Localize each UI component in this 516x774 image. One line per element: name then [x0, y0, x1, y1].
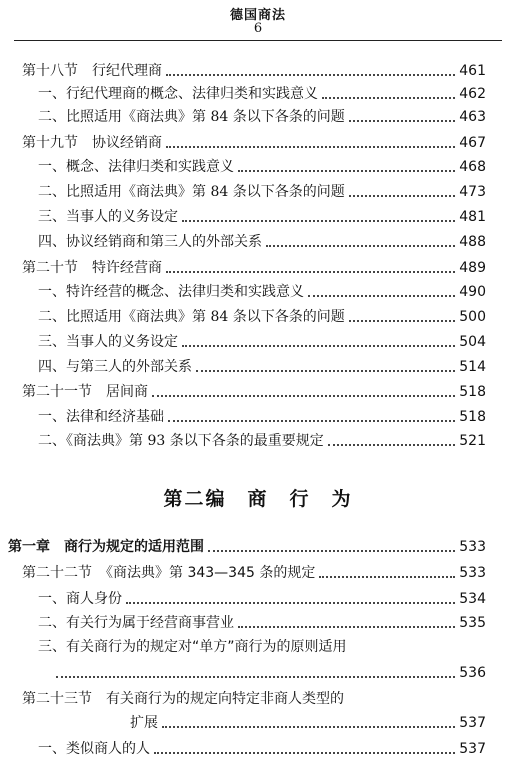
toc-entry-label: 第十九节 协议经销商: [22, 135, 162, 151]
toc-entry-label: 一、法律和经济基础: [38, 409, 164, 425]
dot-leader: [196, 369, 455, 372]
dot-leader: [162, 725, 455, 728]
dot-leader: [319, 575, 455, 578]
toc-entry-label: 第十八节 行纪代理商: [22, 63, 162, 79]
toc-entry[interactable]: [38, 358, 486, 376]
dot-leader: [56, 675, 455, 678]
toc-entry-page: 533: [459, 539, 486, 555]
running-title: 德国商法: [229, 8, 286, 23]
toc-entry-label-long[interactable]: 三、有关商行为的规定对“单方”商行为的原则适用: [38, 639, 347, 655]
toc-entry-page: 514: [459, 359, 486, 375]
toc-entry-page: 537: [459, 715, 486, 731]
toc-entry-label: 二、《商法典》第 93 条以下各条的最重要规定: [38, 433, 324, 449]
toc-entry-section-22[interactable]: [22, 564, 486, 582]
toc-entry-continuation[interactable]: [56, 664, 486, 682]
dot-leader: [208, 549, 455, 552]
toc-entry-section-23-label[interactable]: 第二十三节 有关商行为的规定向特定非商人类型的: [22, 691, 344, 707]
toc-entry-page: 518: [459, 409, 486, 425]
dot-leader: [154, 751, 455, 754]
dot-leader: [349, 194, 456, 197]
toc-entry[interactable]: [38, 408, 486, 426]
toc-entry-page: 473: [459, 184, 486, 200]
toc-entry-section-19[interactable]: [22, 134, 486, 152]
toc-entry-page: 462: [459, 86, 486, 102]
toc-entry[interactable]: [38, 432, 486, 450]
toc-entry-page: 467: [459, 135, 486, 151]
toc-entry[interactable]: [38, 183, 486, 201]
toc-entry-page: 490: [459, 284, 486, 300]
toc-entry-label: 第一章 商行为规定的适用范围: [8, 539, 204, 555]
toc-entry-label: 第二十节 特许经营商: [22, 260, 162, 276]
toc-entry-label: 二、有关行为属于经营商事营业: [38, 615, 234, 631]
toc-entry-page: 521: [459, 433, 486, 449]
toc-entry-page: 488: [459, 234, 486, 250]
toc-entry-page: 481: [459, 209, 486, 225]
dot-leader: [328, 443, 456, 446]
toc-entry-label: 二、比照适用《商法典》第 84 条以下各条的问题: [38, 184, 345, 200]
dot-leader: [168, 419, 455, 422]
toc-entry-label: 三、当事人的义务设定: [38, 209, 178, 225]
dot-leader: [182, 344, 455, 347]
dot-leader: [308, 294, 455, 297]
toc-entry[interactable]: [38, 590, 486, 608]
toc-entry[interactable]: [38, 333, 486, 351]
toc-entry-label: 一、行纪代理商的概念、法律归类和实践意义: [38, 86, 318, 102]
toc-entry-label: 一、商人身份: [38, 591, 122, 607]
toc-entry-label-continued: 扩展: [130, 715, 158, 731]
dot-leader: [166, 270, 455, 273]
toc-entry-label: 三、当事人的义务设定: [38, 334, 178, 350]
toc-entry[interactable]: [38, 108, 486, 126]
dot-leader: [182, 219, 455, 222]
toc-entry-label: 第二十二节 《商法典》第 343—345 条的规定: [22, 565, 316, 581]
toc-entry-label: 一、概念、法律归类和实践意义: [38, 159, 234, 175]
dot-leader: [238, 625, 455, 628]
part-title: 第二编 商 行 为: [163, 488, 353, 510]
toc-entry-page: 535: [459, 615, 486, 631]
dot-leader: [266, 244, 455, 247]
toc-entry[interactable]: [38, 283, 486, 301]
toc-entry[interactable]: [38, 308, 486, 326]
dot-leader: [166, 73, 455, 76]
toc-entry-page: 463: [459, 109, 486, 125]
toc-entry-chapter-1[interactable]: [8, 538, 486, 556]
toc-entry-page: 533: [459, 565, 486, 581]
header-divider: [14, 40, 502, 41]
toc-entry-section-23[interactable]: [130, 714, 486, 732]
toc-entry-section-20[interactable]: [22, 259, 486, 277]
toc-entry-label: 第二十一节 居间商: [22, 384, 148, 400]
toc-entry-label: 二、比照适用《商法典》第 84 条以下各条的问题: [38, 109, 345, 125]
toc-entry[interactable]: [38, 740, 486, 758]
toc-entry-page: 518: [459, 384, 486, 400]
toc-entry[interactable]: [38, 85, 486, 103]
toc-entry-label: 二、比照适用《商法典》第 84 条以下各条的问题: [38, 309, 345, 325]
toc-entry-label: 一、特许经营的概念、法律归类和实践意义: [38, 284, 304, 300]
toc-entry[interactable]: [38, 208, 486, 226]
toc-entry[interactable]: [38, 158, 486, 176]
toc-entry-page: 536: [459, 665, 486, 681]
toc-entry-section-21[interactable]: [22, 383, 486, 401]
toc-entry-label: 四、与第三人的外部关系: [38, 359, 192, 375]
toc-entry-page: 504: [459, 334, 486, 350]
dot-leader: [238, 169, 455, 172]
dot-leader: [126, 601, 455, 604]
toc-entry-page: 537: [459, 741, 486, 757]
toc-entry-section-18[interactable]: [22, 62, 486, 80]
toc-entry-page: 461: [459, 63, 486, 79]
toc-entry[interactable]: [38, 614, 486, 632]
page-number: 6: [253, 21, 263, 36]
toc-entry-page: 500: [459, 309, 486, 325]
toc-entry-page: 489: [459, 260, 486, 276]
toc-entry-page: 468: [459, 159, 486, 175]
dot-leader: [349, 119, 456, 122]
dot-leader: [349, 319, 456, 322]
dot-leader: [152, 394, 455, 397]
toc-entry-page: 534: [459, 591, 486, 607]
toc-entry-label: 一、类似商人的人: [38, 741, 150, 757]
dot-leader: [322, 96, 455, 99]
toc-entry-label: 四、协议经销商和第三人的外部关系: [38, 234, 262, 250]
toc-entry[interactable]: [38, 233, 486, 251]
dot-leader: [166, 145, 455, 148]
